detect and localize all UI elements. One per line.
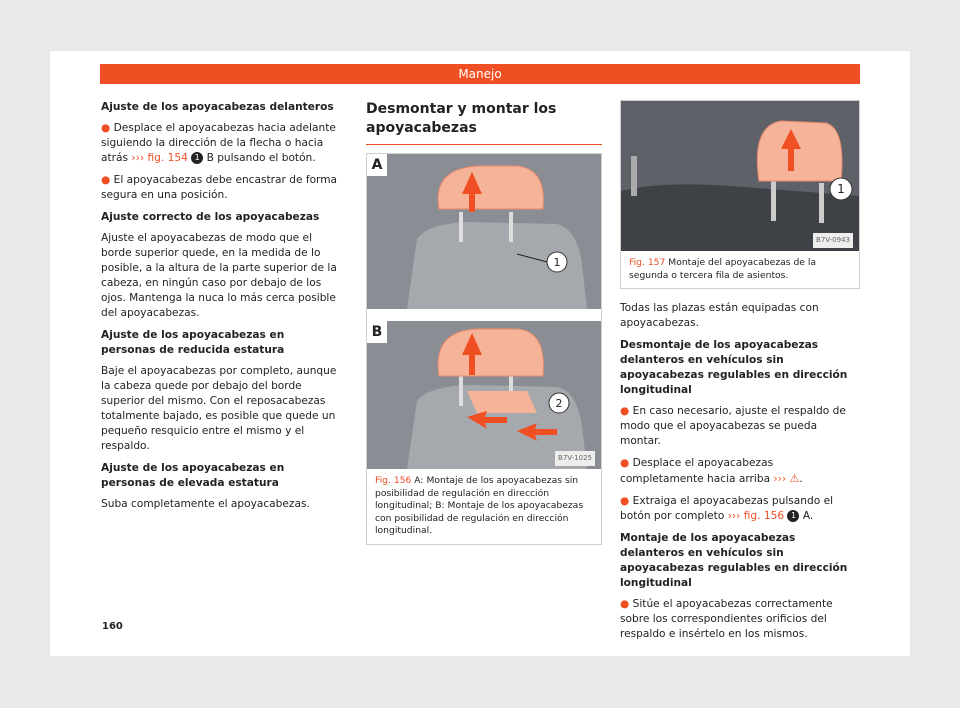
heading-remove-front: Desmontaje de los apoyacabezas delanteros en vehículos sin apoyacabezas regulables en dirección longitudinal [620,339,848,396]
callout-number: 1 [191,152,203,164]
callout-number: 1 [787,510,799,522]
figure-ref: Fig. 156 [375,475,412,486]
bullet-icon: ● [620,457,630,469]
column-left [101,100,341,519]
column-middle [366,100,602,545]
bullet-icon: ● [620,598,630,610]
headrest-illustration-b [367,321,601,469]
figure-caption: Fig. 157 Montaje del apoyacabezas de la segunda o tercera fila de asientos. [629,257,817,281]
image-code: B7V-0943 [813,233,853,248]
chapter-title: Manejo [458,67,502,81]
bullet-icon: ● [620,405,630,417]
figure-caption: Fig. 156 A: Montaje de los apoyacabezas sin posibilidad de regulación en dirección longitudinal; B: Montaje de los apoyacabezas con posibilidad de regulación en dirección longitudinal. [375,475,584,536]
paragraph: Todas las plazas están equipadas con apoyacabezas. [620,302,819,329]
figure-157 [620,100,860,289]
headrest-image-a [367,154,601,309]
heading-install-front: Montaje de los apoyacabezas delanteros en vehículos sin apoyacabezas regulables en dirección longitudinal [620,532,848,589]
figure-label-b: B [367,321,387,343]
figure-ref: Fig. 157 [629,257,666,268]
bullet-item: ● El apoyacabezas debe encastrar de forma segura en una posición. [101,174,338,201]
heading-short-persons: Ajuste de los apoyacabezas en personas de reducida estatura [101,329,285,356]
callout-2: 2 [555,397,563,410]
bullet-item: ● En caso necesario, ajuste el respaldo de modo que el apoyacabezas se pueda montar. [620,405,846,447]
rear-headrest-illustration [621,101,859,251]
figure-label-a: A [367,154,387,176]
bullet-item: ● Desplace el apoyacabezas completamente hacia arriba ››› ⚠. [620,457,803,485]
image-code: B7V-1025 [555,451,595,466]
warning-link[interactable]: ››› [773,473,787,485]
heading-correct-adjust: Ajuste correcto de los apoyacabezas [101,211,320,223]
callout-1: 1 [553,256,561,269]
rear-headrest-image [621,101,859,251]
heading-front-adjust: Ajuste de los apoyacabezas delanteros [101,101,334,113]
callout-1: 1 [837,182,845,196]
figure-link[interactable]: ››› fig. 156 [727,510,785,522]
page-number: 160 [102,621,123,632]
figure-156 [366,153,602,545]
bullet-item: ● Sitúe el apoyacabezas correctamente sobre los correspondientes orificios del respaldo e insértelo en los mismos. [620,598,833,640]
paragraph: Baje el apoyacabezas por completo, aunque la cabeza quede por debajo del borde superior del mismo. Con el reposacabezas totalmente bajado, es posible que quede un pequeño resquicio entre el mismo y el respaldo. [101,365,337,452]
bullet-item: ● Extraiga el apoyacabezas pulsando el botón por completo ››› fig. 156 1 A. [620,495,834,522]
heading-tall-persons: Ajuste de los apoyacabezas en personas de elevada estatura [101,462,285,489]
paragraph: Suba completamente el apoyacabezas. [101,498,310,510]
headrest-illustration-a [367,154,601,309]
page [50,51,910,656]
paragraph: Ajuste el apoyacabezas de modo que el borde superior quede, en la medida de lo posible, a la altura de la parte superior de la cabeza, en ningún caso por debajo de los ojos. Mantenga la nuca lo más cerca posible del apoyacabezas. [101,232,337,319]
figure-link[interactable]: ››› fig. 154 [131,152,188,164]
warning-icon: ⚠ [789,472,800,485]
bullet-item: ● Desplace el apoyacabezas hacia adelante siguiendo la dirección de la flecha o hacia atrás ››› fig. 154 1 B pulsando el botón. [101,122,336,164]
headrest-image-b [367,321,601,469]
bullet-icon: ● [101,122,111,134]
bullet-icon: ● [101,174,111,186]
section-title: Desmontar y montar los apoyacabezas [366,100,602,145]
column-right [620,100,860,649]
bullet-icon: ● [620,495,630,507]
chapter-header [100,64,860,84]
